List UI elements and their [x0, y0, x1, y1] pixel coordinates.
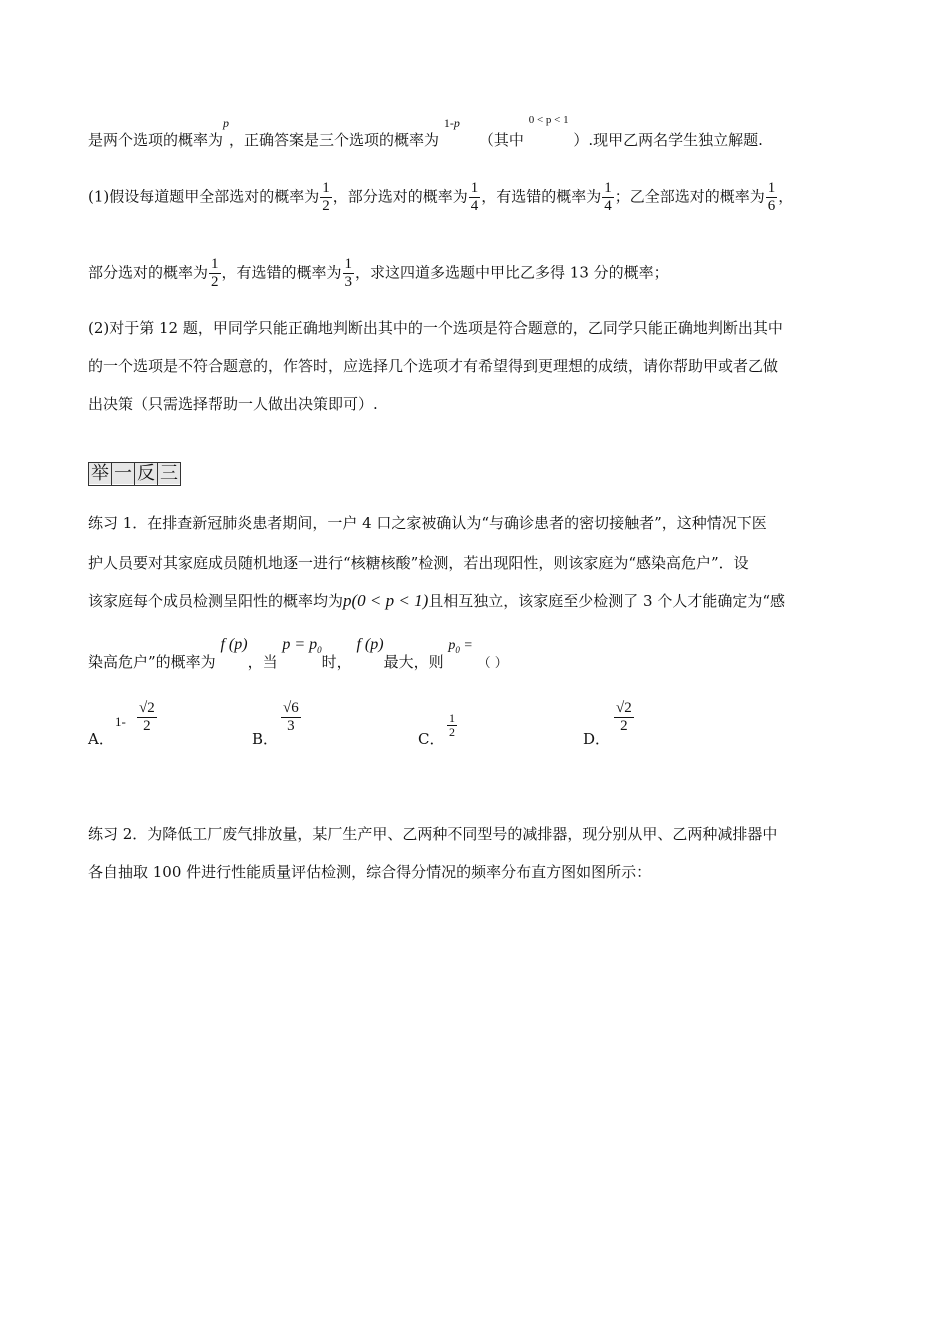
part2-line: 出决策（只需选择帮助一人做出决策即可）.: [88, 395, 378, 413]
fraction: $\frac{1}{6}$: [767, 180, 776, 214]
part2-line: (2)对于第 12 题，甲同学只能正确地判断出其中的一个选项是符合题意的，乙同学只能正确地判断出其中: [88, 319, 783, 337]
fraction: $\frac{√6}{3}$: [283, 700, 299, 734]
heading-char: 举: [88, 462, 112, 486]
fraction: $\frac{1}{4}$: [604, 180, 612, 214]
heading-char: 一: [111, 462, 135, 486]
fraction: $\frac{1}{2}$: [322, 180, 330, 214]
heading-char: 三: [157, 462, 181, 486]
math-p: p: [453, 116, 460, 130]
fraction: $\frac{√2}{2}$: [616, 700, 632, 734]
math-p: p: [223, 116, 230, 130]
exercise1-line: 练习 1．在排查新冠肺炎患者期间，一户 4 口之家被确认为“与确诊患者的密切接触者”，这种情况下医: [88, 514, 767, 532]
exercise1-line: 该家庭每个成员检测呈阳性的概率均为p(0 < p < 1)且相互独立，该家庭至少检测了 3 个人才能确定为“感: [88, 591, 786, 610]
exercise1-line: 染高危户”的概率为 f (p)，当 $p = p_0$时， f (p)最大，则 $p_0$ = （ ）: [88, 636, 508, 671]
fraction: $\frac{√2}{2}$: [139, 700, 155, 734]
math-one-minus: 1-: [443, 116, 454, 130]
section-heading: [88, 462, 180, 484]
part1-line1: (1)假设每道题甲全部选对的概率为 $\frac{1}{2}$ ，部分选对的概率为 $\frac{1}{4}$ ，有选错的概率为 $\frac{1}{4}$ ；乙全部选对的概率为 $\frac{1}{6}$ ，: [88, 180, 794, 214]
document-page: 是两个选项的概率为$^p$，正确答案是三个选项的概率为 $^{1-p}$ （其中 $^{0 < p < 1}$ ）.现甲乙两名学生独立解题. (1)假设每道题甲全部选对的概率为 $\frac{1}{2}$ ，部分选对的概率为 $\frac{1}{4}$ ，有选错的概率为 $\frac{1}{4}$ ；乙全部选对的概率为 $\frac{1}{6}$ ， 部分选对的概率为 $\frac{1}{2}$ ，有选错的概率为 $\frac{1}{3}$ ，求这四道多选题中甲比乙多得 13 分的概率； (2)对于第 12 题，甲同学只能正确地判断出其中的一个选项是符合题意的，乙同学只能正确地判断出其中 的一个选项是不符合题意的，作答时，应选择几个选项才有希望得到更理想的成绩，请你帮助甲或者乙做 出决策（只需选择帮助一人做出决策即可）. 举 一 反 三 练习 1．在排查新冠肺炎患者期间，一户 4 口之家被确认为“与确诊患者的密切接触者”，这种情况下医 护人员要对其家庭成员随机地逐一进行“核糖核酸”检测，若出现阳性，则该家庭为“感染高危户”．设 该家庭每个成员检测呈阳性的概率均为p(0 < p < 1)且相互独立，该家庭至少检测了 3 个人才能确定为“感 染高危户”的概率为 f (p)，当 $p = p_0$时， f (p)最大，则 $p_0$ = （ ） A． 1- $\frac{√2}{2}$ B． $\frac{√6}{3}$ C． $\frac{1}{2}$ D． $\frac{√2}{2}$ 练习 2．为降低工厂废气排放量，某厂生产甲、乙两种不同型号的减排器，现分别从甲、乙两种减排器中 各自抽取 100 件进行性能质量评估检测，综合得分情况的频率分布直方图如图所示：: [88, 114, 794, 881]
fraction: $\frac{1}{4}$: [470, 180, 479, 214]
exercise2-line: 练习 2．为降低工厂废气排放量，某厂生产甲、乙两种不同型号的减排器，现分别从甲、乙两种减排器中: [88, 825, 778, 843]
math-p-range: p(0 < p < 1): [343, 591, 429, 610]
math-f-p: f (p): [220, 636, 248, 653]
math-p-eq-p0: $p = p_0$: [282, 636, 322, 656]
fraction: $\frac{1}{2}$: [211, 256, 219, 290]
math-p0: $p_0$ =: [448, 638, 473, 655]
part1-line2: 部分选对的概率为 $\frac{1}{2}$ ，有选错的概率为 $\frac{1}{3}$ ，求这四道多选题中甲比乙多得 13 分的概率；: [88, 256, 669, 290]
heading-char: 反: [134, 462, 158, 486]
fraction: $\frac{1}{2}$: [449, 711, 455, 739]
math-f-p: f (p): [356, 636, 384, 653]
problem-intro-line: 是两个选项的概率为$^p$，正确答案是三个选项的概率为 $^{1-p}$ （其中 $^{0 < p < 1}$ ）.现甲乙两名学生独立解题.: [88, 114, 763, 149]
fraction: $\frac{1}{3}$: [344, 256, 353, 290]
exercise1-line: 护人员要对其家庭成员随机地逐一进行“核糖核酸”检测，若出现阳性，则该家庭为“感染高危户”．设: [88, 554, 749, 572]
part2-line: 的一个选项是不符合题意的，作答时，应选择几个选项才有希望得到更理想的成绩，请你帮助甲或者乙做: [88, 357, 779, 375]
math-condition: 0 < p < 1: [528, 114, 569, 126]
exercise2-line: 各自抽取 100 件进行性能质量评估检测，综合得分情况的频率分布直方图如图所示：: [88, 863, 652, 881]
